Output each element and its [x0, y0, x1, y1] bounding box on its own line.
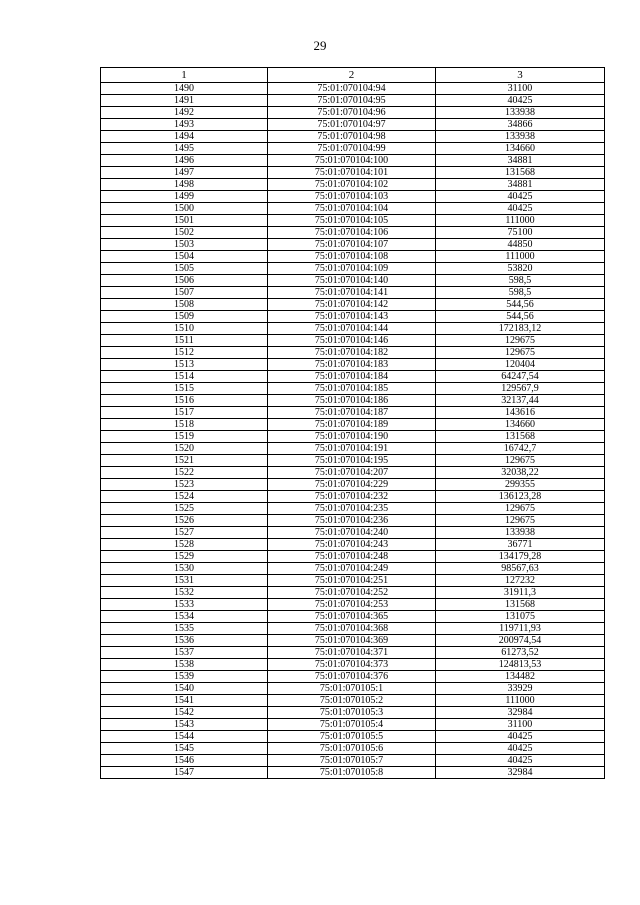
table-row	[101, 119, 605, 131]
value-cell: 40425	[436, 743, 605, 755]
value-cell: 40425	[436, 755, 605, 767]
table-row	[101, 311, 605, 323]
row-number-cell: 1527	[101, 527, 268, 539]
value-cell: 133938	[436, 107, 605, 119]
column-header-1: 1	[101, 68, 268, 83]
row-number-cell: 1538	[101, 659, 268, 671]
table-row	[101, 587, 605, 599]
cadastral-number-cell: 75:01:070105:1	[268, 683, 436, 695]
table-row	[101, 695, 605, 707]
page-number: 29	[313, 38, 327, 53]
row-number-cell: 1534	[101, 611, 268, 623]
value-cell: 129675	[436, 503, 605, 515]
table-row	[101, 563, 605, 575]
cadastral-number-cell: 75:01:070104:140	[268, 275, 436, 287]
cadastral-number-cell: 75:01:070104:99	[268, 143, 436, 155]
table-row	[101, 419, 605, 431]
row-number-cell: 1532	[101, 587, 268, 599]
table-row	[101, 191, 605, 203]
row-number-cell: 1511	[101, 335, 268, 347]
value-cell: 129675	[436, 455, 605, 467]
cadastral-number-cell: 75:01:070104:107	[268, 239, 436, 251]
table-row	[101, 203, 605, 215]
row-number-cell: 1525	[101, 503, 268, 515]
value-cell: 134660	[436, 143, 605, 155]
cadastral-number-cell: 75:01:070104:195	[268, 455, 436, 467]
value-cell: 544,56	[436, 311, 605, 323]
cadastral-number-cell: 75:01:070104:376	[268, 671, 436, 683]
column-header-3: 3	[436, 68, 605, 83]
value-cell: 124813,53	[436, 659, 605, 671]
cadastral-number-cell: 75:01:070104:190	[268, 431, 436, 443]
cadastral-number-cell: 75:01:070104:109	[268, 263, 436, 275]
value-cell: 34866	[436, 119, 605, 131]
value-cell: 131568	[436, 167, 605, 179]
row-number-cell: 1505	[101, 263, 268, 275]
table-row	[101, 635, 605, 647]
value-cell: 200974,54	[436, 635, 605, 647]
table-row	[101, 743, 605, 755]
table-row	[101, 287, 605, 299]
row-number-cell: 1519	[101, 431, 268, 443]
cadastral-number-cell: 75:01:070104:248	[268, 551, 436, 563]
row-number-cell: 1544	[101, 731, 268, 743]
value-cell: 172183,12	[436, 323, 605, 335]
table-row	[101, 239, 605, 251]
cadastral-number-cell: 75:01:070105:6	[268, 743, 436, 755]
table-row	[101, 167, 605, 179]
table-row	[101, 263, 605, 275]
value-cell: 129675	[436, 515, 605, 527]
value-cell: 53820	[436, 263, 605, 275]
table-row	[101, 395, 605, 407]
row-number-cell: 1529	[101, 551, 268, 563]
table-row	[101, 215, 605, 227]
value-cell: 129675	[436, 347, 605, 359]
cadastral-number-cell: 75:01:070104:249	[268, 563, 436, 575]
cadastral-number-cell: 75:01:070104:189	[268, 419, 436, 431]
table-row	[101, 107, 605, 119]
row-number-cell: 1528	[101, 539, 268, 551]
row-number-cell: 1492	[101, 107, 268, 119]
cadastral-number-cell: 75:01:070104:236	[268, 515, 436, 527]
table-row	[101, 719, 605, 731]
table-row	[101, 443, 605, 455]
value-cell: 31100	[436, 719, 605, 731]
value-cell: 33929	[436, 683, 605, 695]
row-number-cell: 1541	[101, 695, 268, 707]
value-cell: 134660	[436, 419, 605, 431]
cadastral-number-cell: 75:01:070104:365	[268, 611, 436, 623]
table-row	[101, 299, 605, 311]
row-number-cell: 1501	[101, 215, 268, 227]
row-number-cell: 1510	[101, 323, 268, 335]
cadastral-number-cell: 75:01:070104:252	[268, 587, 436, 599]
cadastral-number-cell: 75:01:070104:240	[268, 527, 436, 539]
table-row	[101, 383, 605, 395]
row-number-cell: 1539	[101, 671, 268, 683]
row-number-cell: 1499	[101, 191, 268, 203]
row-number-cell: 1503	[101, 239, 268, 251]
value-cell: 40425	[436, 731, 605, 743]
row-number-cell: 1533	[101, 599, 268, 611]
row-number-cell: 1524	[101, 491, 268, 503]
row-number-cell: 1521	[101, 455, 268, 467]
table-row	[101, 227, 605, 239]
value-cell: 40425	[436, 95, 605, 107]
row-number-cell: 1490	[101, 83, 268, 95]
table-row	[101, 83, 605, 95]
table-row	[101, 767, 605, 779]
cadastral-number-cell: 75:01:070105:3	[268, 707, 436, 719]
table-row	[101, 371, 605, 383]
value-cell: 131568	[436, 599, 605, 611]
row-number-cell: 1515	[101, 383, 268, 395]
value-cell: 31100	[436, 83, 605, 95]
cadastral-number-cell: 75:01:070104:108	[268, 251, 436, 263]
row-number-cell: 1495	[101, 143, 268, 155]
row-number-cell: 1543	[101, 719, 268, 731]
cadastral-number-cell: 75:01:070104:183	[268, 359, 436, 371]
cadastral-number-cell: 75:01:070104:185	[268, 383, 436, 395]
value-cell: 32137,44	[436, 395, 605, 407]
table-row	[101, 95, 605, 107]
cadastral-number-cell: 75:01:070104:94	[268, 83, 436, 95]
table-row	[101, 599, 605, 611]
value-cell: 127232	[436, 575, 605, 587]
row-number-cell: 1520	[101, 443, 268, 455]
cadastral-number-cell: 75:01:070104:251	[268, 575, 436, 587]
value-cell: 111000	[436, 251, 605, 263]
value-cell: 598,5	[436, 287, 605, 299]
row-number-cell: 1530	[101, 563, 268, 575]
row-number-cell: 1494	[101, 131, 268, 143]
cadastral-number-cell: 75:01:070104:207	[268, 467, 436, 479]
table-row	[101, 347, 605, 359]
row-number-cell: 1518	[101, 419, 268, 431]
value-cell: 544,56	[436, 299, 605, 311]
value-cell: 40425	[436, 191, 605, 203]
table-row	[101, 455, 605, 467]
value-cell: 40425	[436, 203, 605, 215]
table-row	[101, 647, 605, 659]
cadastral-number-cell: 75:01:070104:146	[268, 335, 436, 347]
cadastral-number-cell: 75:01:070104:100	[268, 155, 436, 167]
row-number-cell: 1506	[101, 275, 268, 287]
table-row	[101, 731, 605, 743]
table-row	[101, 275, 605, 287]
table-header-row	[101, 68, 605, 83]
table-row	[101, 491, 605, 503]
row-number-cell: 1491	[101, 95, 268, 107]
cadastral-number-cell: 75:01:070104:235	[268, 503, 436, 515]
table-row	[101, 431, 605, 443]
table-row	[101, 131, 605, 143]
table-row	[101, 503, 605, 515]
table-row	[101, 611, 605, 623]
cadastral-number-cell: 75:01:070104:186	[268, 395, 436, 407]
value-cell: 16742,7	[436, 443, 605, 455]
value-cell: 136123,28	[436, 491, 605, 503]
value-cell: 129675	[436, 335, 605, 347]
cadastral-number-cell: 75:01:070104:98	[268, 131, 436, 143]
cadastral-number-cell: 75:01:070104:191	[268, 443, 436, 455]
value-cell: 34881	[436, 179, 605, 191]
cadastral-number-cell: 75:01:070104:253	[268, 599, 436, 611]
row-number-cell: 1498	[101, 179, 268, 191]
table-row	[101, 539, 605, 551]
cadastral-number-cell: 75:01:070104:187	[268, 407, 436, 419]
value-cell: 98567,63	[436, 563, 605, 575]
cadastral-number-cell: 75:01:070104:103	[268, 191, 436, 203]
value-cell: 131568	[436, 431, 605, 443]
value-cell: 133938	[436, 527, 605, 539]
row-number-cell: 1540	[101, 683, 268, 695]
table-row	[101, 683, 605, 695]
cadastral-number-cell: 75:01:070105:2	[268, 695, 436, 707]
table-row	[101, 659, 605, 671]
value-cell: 32038,22	[436, 467, 605, 479]
cadastral-number-cell: 75:01:070104:142	[268, 299, 436, 311]
value-cell: 119711,93	[436, 623, 605, 635]
table-row	[101, 407, 605, 419]
table-row	[101, 575, 605, 587]
row-number-cell: 1513	[101, 359, 268, 371]
row-number-cell: 1496	[101, 155, 268, 167]
value-cell: 75100	[436, 227, 605, 239]
table-row	[101, 623, 605, 635]
row-number-cell: 1537	[101, 647, 268, 659]
value-cell: 129567,9	[436, 383, 605, 395]
column-header-2: 2	[268, 68, 436, 83]
row-number-cell: 1523	[101, 479, 268, 491]
row-number-cell: 1522	[101, 467, 268, 479]
cadastral-number-cell: 75:01:070104:243	[268, 539, 436, 551]
row-number-cell: 1517	[101, 407, 268, 419]
row-number-cell: 1497	[101, 167, 268, 179]
table-row	[101, 251, 605, 263]
table-row	[101, 671, 605, 683]
row-number-cell: 1535	[101, 623, 268, 635]
row-number-cell: 1502	[101, 227, 268, 239]
cadastral-number-cell: 75:01:070104:102	[268, 179, 436, 191]
value-cell: 61273,52	[436, 647, 605, 659]
cadastral-number-cell: 75:01:070105:4	[268, 719, 436, 731]
value-cell: 32984	[436, 767, 605, 779]
value-cell: 31911,3	[436, 587, 605, 599]
value-cell: 111000	[436, 215, 605, 227]
cadastral-number-cell: 75:01:070104:97	[268, 119, 436, 131]
value-cell: 64247,54	[436, 371, 605, 383]
cadastral-number-cell: 75:01:070104:101	[268, 167, 436, 179]
value-cell: 44850	[436, 239, 605, 251]
table-row	[101, 479, 605, 491]
row-number-cell: 1509	[101, 311, 268, 323]
cadastral-number-cell: 75:01:070104:184	[268, 371, 436, 383]
row-number-cell: 1504	[101, 251, 268, 263]
value-cell: 134179,28	[436, 551, 605, 563]
cadastral-number-cell: 75:01:070104:229	[268, 479, 436, 491]
cadastral-number-cell: 75:01:070104:104	[268, 203, 436, 215]
value-cell: 120404	[436, 359, 605, 371]
value-cell: 133938	[436, 131, 605, 143]
row-number-cell: 1512	[101, 347, 268, 359]
row-number-cell: 1546	[101, 755, 268, 767]
row-number-cell: 1531	[101, 575, 268, 587]
cadastral-number-cell: 75:01:070104:182	[268, 347, 436, 359]
value-cell: 36771	[436, 539, 605, 551]
cadastral-number-cell: 75:01:070105:8	[268, 767, 436, 779]
cadastral-number-cell: 75:01:070104:369	[268, 635, 436, 647]
table-row	[101, 359, 605, 371]
row-number-cell: 1508	[101, 299, 268, 311]
cadastral-number-cell: 75:01:070104:232	[268, 491, 436, 503]
value-cell: 299355	[436, 479, 605, 491]
value-cell: 134482	[436, 671, 605, 683]
table-row	[101, 143, 605, 155]
value-cell: 32984	[436, 707, 605, 719]
table-row	[101, 323, 605, 335]
cadastral-number-cell: 75:01:070104:373	[268, 659, 436, 671]
cadastral-number-cell: 75:01:070104:141	[268, 287, 436, 299]
cadastral-number-cell: 75:01:070104:144	[268, 323, 436, 335]
value-cell: 598,5	[436, 275, 605, 287]
cadastral-number-cell: 75:01:070105:5	[268, 731, 436, 743]
row-number-cell: 1545	[101, 743, 268, 755]
row-number-cell: 1493	[101, 119, 268, 131]
table-row	[101, 707, 605, 719]
table-row	[101, 179, 605, 191]
table-row	[101, 515, 605, 527]
cadastral-number-cell: 75:01:070104:96	[268, 107, 436, 119]
row-number-cell: 1536	[101, 635, 268, 647]
row-number-cell: 1516	[101, 395, 268, 407]
table-row	[101, 755, 605, 767]
row-number-cell: 1547	[101, 767, 268, 779]
value-cell: 131075	[436, 611, 605, 623]
table-row	[101, 467, 605, 479]
value-cell: 34881	[436, 155, 605, 167]
table-body	[101, 83, 605, 779]
cadastral-number-cell: 75:01:070104:368	[268, 623, 436, 635]
table-row	[101, 527, 605, 539]
cadastral-number-cell: 75:01:070104:106	[268, 227, 436, 239]
row-number-cell: 1526	[101, 515, 268, 527]
cadastral-number-cell: 75:01:070104:105	[268, 215, 436, 227]
table-row	[101, 155, 605, 167]
row-number-cell: 1507	[101, 287, 268, 299]
value-cell: 111000	[436, 695, 605, 707]
cadastral-number-cell: 75:01:070104:371	[268, 647, 436, 659]
value-cell: 143616	[436, 407, 605, 419]
cadastral-number-cell: 75:01:070104:95	[268, 95, 436, 107]
cadastral-number-cell: 75:01:070104:143	[268, 311, 436, 323]
row-number-cell: 1500	[101, 203, 268, 215]
cadastral-number-cell: 75:01:070105:7	[268, 755, 436, 767]
table-row	[101, 335, 605, 347]
row-number-cell: 1542	[101, 707, 268, 719]
row-number-cell: 1514	[101, 371, 268, 383]
table-row	[101, 551, 605, 563]
cadastral-table	[100, 67, 605, 779]
